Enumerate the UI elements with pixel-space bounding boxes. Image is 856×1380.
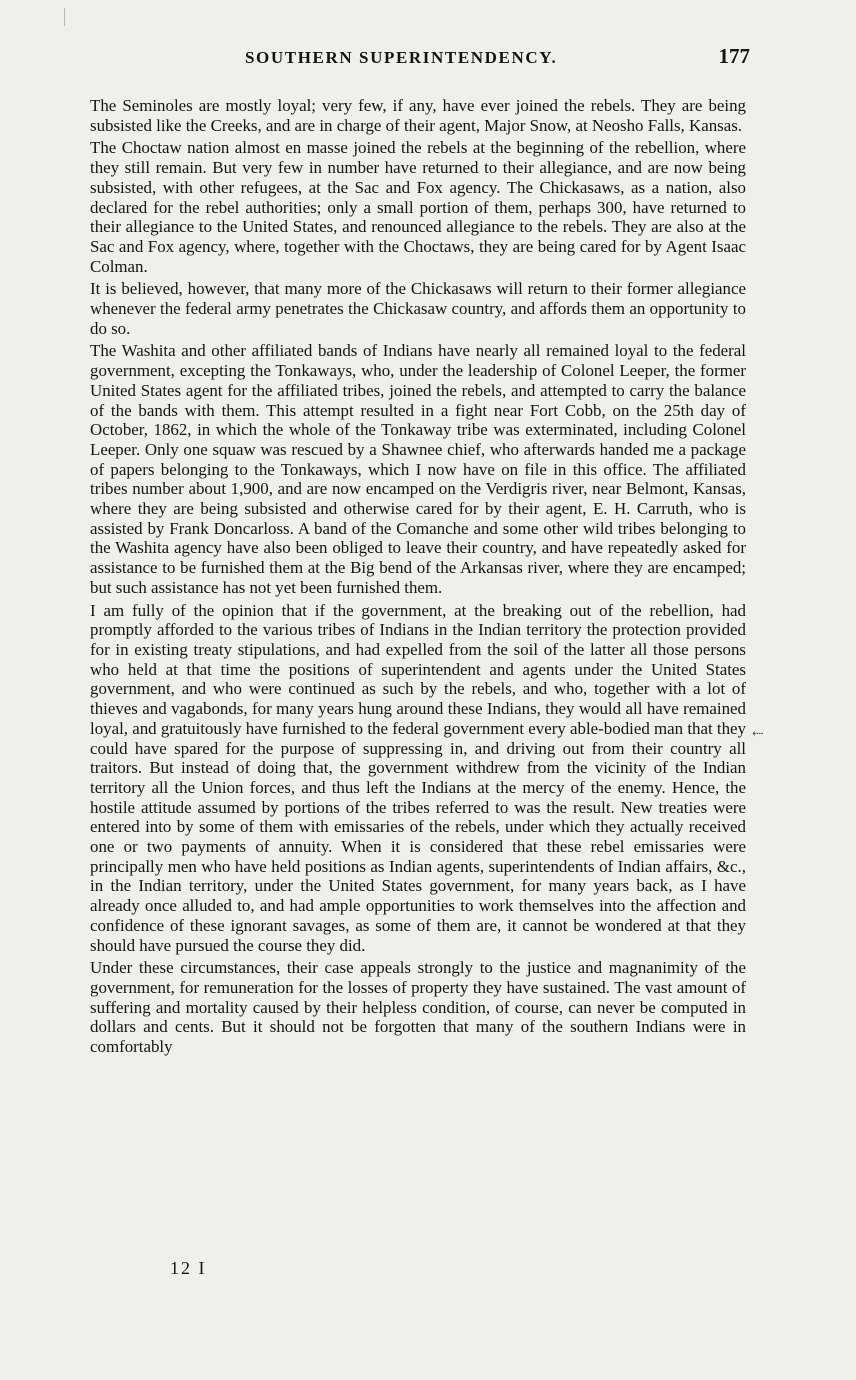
paragraph-washita: The Washita and other affiliated bands of Indians have nearly all remained loyal to the federal government, excepting the Tonkaways, who, under the leadership of Colonel Leeper, the former United States agent for the affiliated tribes, joined the rebels, and attempted to carry the balance of the bands with them. This attempt resulted in a fight near Fort Cobb, on the 25th day of October, 1862, in which the whole of the Tonkaway tribe was exterminated, including Colonel Leeper. Only one squaw was rescued by a Shawnee chief, who afterwards handed me a package of papers belonging to the Tonkaways, which I now have on file in this office. The affiliated tribes number about 1,900, and are now encamped on the Verdigris river, near Belmont, Kansas, where they are being subsisted and otherwise cared for by their agent, E. H. Carruth, who is assisted by Frank Doncarloss. A band of the Comanche and some other wild tribes belonging to the Washita agency have also been obliged to leave their country, and have repeatedly asked for assistance to be furnished them at the Big bend of the Arkansas river, where they are encamped; but such assistance has not yet been furnished them. <box>90 341 746 597</box>
margin-arrow-icon: ⇠ <box>752 727 764 742</box>
running-title: SOUTHERN SUPERINTENDENCY. <box>245 48 558 67</box>
paragraph-opinion: I am fully of the opinion that if the government, at the breaking out of the rebellion, had promptly afforded to the various tribes of Indians in the Indian territory the protection provided for in existing treaty stipulations, and had expelled from the soil of the latter all those persons who held at that time the positions of superintendent and agents under the United States government, and who were continued as such by the rebels, and who, together with a lot of thieves and vagabonds, for many years hung around these Indians, they would all have remained loyal, and gratuitously have furnished to the federal government every able-bodied man that they could have spared for the purpose of suppressing in, and driving out from their country all traitors. But instead of doing that, the government withdrew from the vicinity of the Indian territory all the Union forces, and thus left the Indians at the mercy of the enemy. Hence, the hostile attitude assumed by portions of the tribes referred to was the result. New treaties were entered into by some of them with emissaries of the rebels, under which they actually received one or two payments of annuity. When it is considered that these rebel emissaries were principally men who have held positions as Indian agents, superintendents of Indian affairs, &c., in the Indian territory, under the United States government, for many years back, as I have already once alluded to, and had ample opportunities to work themselves into the affection and confidence of these ignorant savages, as some of them are, it cannot be wondered at that they should have pursued the course they did. <box>90 600 746 955</box>
paragraph-circumstances: Under these circumstances, their case appeals strongly to the justice and magnanimity of the government, for remuneration for the losses of property they have sustained. The vast amount of suffering and mortality caused by their helpless condition, of course, can never be computed in dollars and cents. But it should not be forgotten that many of the southern Indians were in comfortably <box>90 958 746 1057</box>
running-header <box>90 44 750 74</box>
signature-mark: 12 I <box>170 1258 207 1278</box>
page-number: 177 <box>718 44 750 68</box>
paragraph-choctaw: The Choctaw nation almost en masse joined the rebels at the beginning of the rebellion, where they still remain. But very few in number have returned to their allegiance, and are now being subsisted, with other refugees, at the Sac and Fox agency. The Chickasaws, as a nation, also declared for the rebel authorities; only a small portion of them, perhaps 300, have returned to their allegiance to the United States, and renounced allegiance to the rebels. They are also at the Sac and Fox agency, where, together with the Choctaws, they are being cared for by Agent Isaac Colman. <box>90 138 746 276</box>
left-margin-mark <box>64 8 65 26</box>
paragraph-chickasaws: It is believed, however, that many more of the Chickasaws will return to their former allegiance whenever the federal army penetrates the Chickasaw country, and affords them an opportunity to do so. <box>90 279 746 338</box>
paragraph-seminoles: The Seminoles are mostly loyal; very few, if any, have ever joined the rebels. They are being subsisted like the Creeks, and are in charge of their agent, Major Snow, at Neosho Falls, Kansas. <box>90 96 746 135</box>
body-text <box>90 96 746 1060</box>
